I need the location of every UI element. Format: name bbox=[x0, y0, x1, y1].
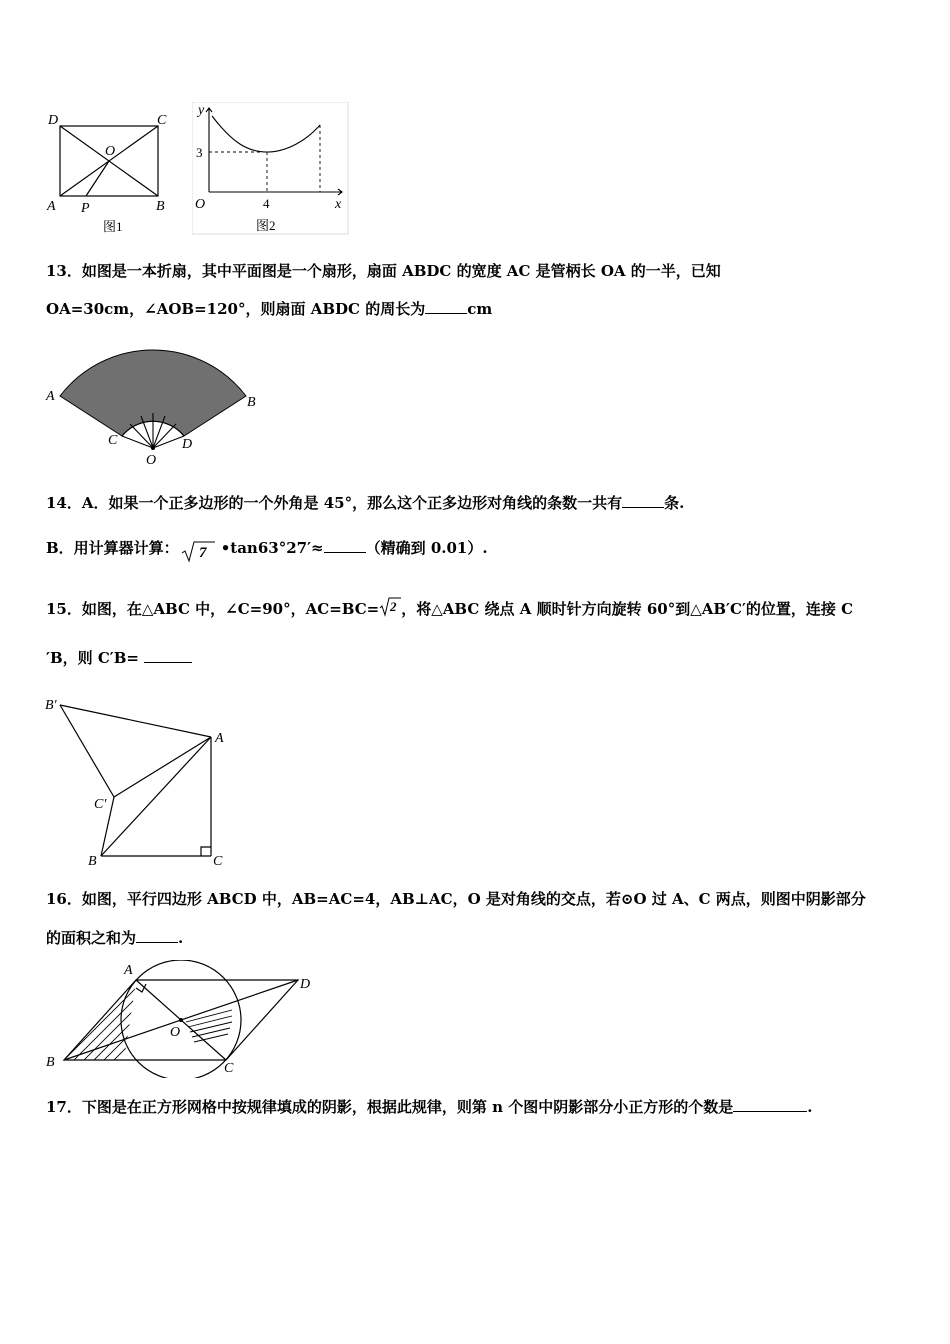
q16-tail: . bbox=[178, 929, 184, 947]
q15-answer-blank[interactable] bbox=[144, 648, 192, 663]
q13-line-1: 13．如图是一本折扇，其中平面图是一个扇形，扇面 ABDC 的宽度 AC 是管柄长 OA 的一半，已知 bbox=[46, 262, 721, 280]
q14-part-a bbox=[46, 493, 684, 512]
q17-text: 17．下图是在正方形网格中按规律填成的阴影，根据此规律，则第 n 个图中阴影部分小正方形的个数是 bbox=[46, 1098, 734, 1116]
sqrt-2-radical bbox=[379, 596, 403, 620]
q14a-text: 14．A．如果一个正多边形的一个外角是 45°，那么这个正多边形对角线的条数一共有 bbox=[46, 494, 623, 512]
axis-y-label: y bbox=[198, 103, 205, 118]
q15-text: 15．如图，在△ABC 中，∠C=90°，AC=BC= bbox=[46, 600, 380, 618]
q15-label-C-prime: C′ bbox=[94, 797, 107, 812]
q16-parallelogram-figure bbox=[44, 960, 324, 1078]
q16-line-1: 16．如图，平行四边形 ABCD 中，AB=AC=4，AB⊥AC，O 是对角线的交点，若⊙O 过 A、C 两点，则图中阴影部分 bbox=[46, 890, 866, 908]
q14-part-b bbox=[46, 538, 488, 561]
y-tick-label: 3 bbox=[196, 145, 203, 160]
q16-answer-blank[interactable] bbox=[136, 928, 178, 943]
label-O: O bbox=[105, 144, 116, 159]
q15-line-1 bbox=[46, 600, 853, 618]
sqrt-7-radicand: 7 bbox=[198, 545, 207, 561]
q13-label-C: C bbox=[108, 433, 118, 448]
q16-label-C: C bbox=[224, 1061, 234, 1076]
label-D: D bbox=[48, 113, 59, 128]
figure-2-graph bbox=[192, 102, 352, 238]
figure-1-rectangle bbox=[44, 108, 174, 238]
q13-label-O: O bbox=[146, 453, 157, 468]
q16-text: 的面积之和为 bbox=[46, 929, 137, 947]
label-B: B bbox=[156, 199, 165, 214]
q13-answer-blank[interactable] bbox=[425, 299, 467, 314]
q15-label-A: A bbox=[215, 731, 224, 746]
axis-x-label: x bbox=[335, 197, 342, 212]
q14b-tail: （精确到 0.01）. bbox=[365, 539, 488, 557]
q16-label-A: A bbox=[124, 963, 133, 978]
q15-text-2: ′B，则 C′B= bbox=[46, 649, 139, 667]
q14a-tail: 条. bbox=[664, 494, 685, 512]
q14b-mid: •tan63°27′≈ bbox=[220, 539, 324, 557]
q13-unit: cm bbox=[467, 300, 493, 318]
q17-tail: . bbox=[807, 1098, 813, 1116]
sqrt-2-radicand: 2 bbox=[390, 599, 397, 614]
q13-fan-figure bbox=[44, 338, 264, 470]
q15-triangle-figure bbox=[44, 692, 244, 872]
label-C: C bbox=[157, 113, 167, 128]
q15-text-cont: ，将△ABC 绕点 A 顺时针方向旋转 60°到△AB′C′的位置，连接 C bbox=[401, 600, 854, 618]
x-tick-label: 4 bbox=[263, 196, 270, 211]
q15-label-C: C bbox=[213, 854, 223, 869]
q15-label-B-prime: B′ bbox=[45, 698, 57, 713]
label-P: P bbox=[81, 201, 90, 216]
label-A: A bbox=[47, 199, 56, 214]
q16-label-B: B bbox=[46, 1055, 55, 1070]
q16-line-2 bbox=[46, 928, 183, 947]
q13-line-2 bbox=[46, 299, 492, 318]
q13-label-A: A bbox=[46, 389, 55, 404]
sqrt-7-radical bbox=[181, 539, 217, 565]
q14a-answer-blank[interactable] bbox=[622, 493, 664, 508]
q13-label-B: B bbox=[247, 395, 256, 410]
q17-line-1 bbox=[46, 1097, 812, 1116]
q16-label-O: O bbox=[170, 1025, 181, 1040]
figure-1-caption: 图1 bbox=[103, 219, 123, 234]
q14b-answer-blank[interactable] bbox=[324, 538, 366, 553]
q15-label-B: B bbox=[88, 854, 97, 869]
figure-2-caption: 图2 bbox=[256, 218, 276, 233]
q13-label-D: D bbox=[182, 437, 193, 452]
q16-label-D: D bbox=[300, 977, 311, 992]
q17-answer-blank[interactable] bbox=[733, 1097, 807, 1112]
q14b-text: B．用计算器计算： bbox=[46, 539, 179, 557]
origin-label: O bbox=[195, 197, 206, 212]
q15-line-2 bbox=[46, 648, 192, 667]
q13-text: OA=30cm，∠AOB=120°，则扇面 ABDC 的周长为 bbox=[46, 300, 426, 318]
